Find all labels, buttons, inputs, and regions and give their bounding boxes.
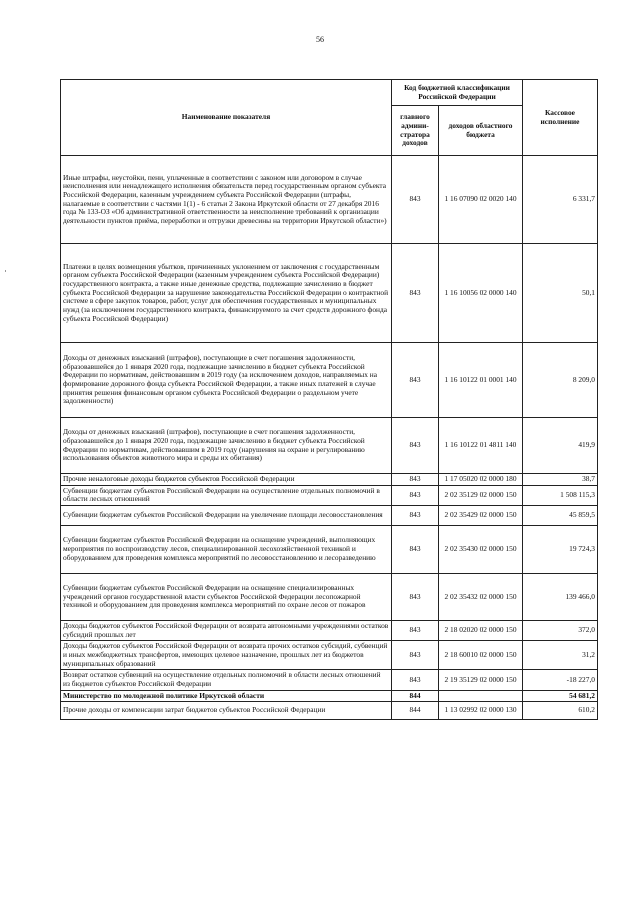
row-exec-cell: 372,0	[523, 620, 598, 640]
row-name-cell: Субвенции бюджетам субъектов Российской Федерации на оснащение специализированных учреждений органов государственной власти субъектов Российской Федерации лесопожарной техникой и оборудованием для проведения комплекса мероприятий по охране лесов от пожаров	[61, 573, 392, 620]
page-number: 56	[316, 35, 324, 44]
row-admin-cell: 844	[392, 702, 439, 720]
margin-mark	[5, 270, 6, 272]
table-row	[61, 505, 598, 525]
row-name-cell: Субвенции бюджетам субъектов Российской Федерации на увеличение площади лесовосстановления	[61, 505, 392, 525]
row-admin-cell: 844	[392, 690, 439, 702]
row-name-cell: Субвенции бюджетам субъектов Российской Федерации на оснащение учреждений, выполняющих мероприятия по воспроизводству лесов, специализированной лесохозяйственной техникой и оборудованием для проведения комплекса мероприятий по лесовосстановлению и лесоразведению	[61, 525, 392, 573]
row-exec-cell: 38,7	[523, 474, 598, 486]
row-name-cell: Доходы от денежных взысканий (штрафов), поступающие в счет погашения задолженности, образовавшейся до 1 января 2020 года, подлежащие зачислению в бюджет субъекта Российской Федерации по нормативам, действовавшим в 2019 году (нарушения на охране и регулированию использования объектов животного мира и среды их обитания)	[61, 418, 392, 474]
row-code-cell: 1 16 07090 02 0020 140	[439, 156, 523, 244]
row-code-cell: 1 17 05020 02 0000 180	[439, 474, 523, 486]
row-exec-cell: 54 681,2	[523, 690, 598, 702]
table-row	[61, 156, 598, 244]
row-exec-cell: 8 209,0	[523, 343, 598, 418]
row-code-cell: 1 16 10122 01 0001 140	[439, 343, 523, 418]
header-admin: главного админи-стратора доходов	[392, 106, 439, 156]
header-exec: Кассовое исполнение	[523, 80, 598, 156]
row-name-cell: Иные штрафы, неустойки, пени, уплаченные в соответствии с законом или договором в случае неисполнения или ненадлежащего исполнения обязательств перед государственным органом субъекта Российской Федерации, казенным учреждением субъекта Российской Федерации (штрафы, налагаемые в соответствии с частями 1(1) - 6 статьи 2 Закона Иркутской области от 27 декабря 2016 года № 133-ОЗ «Об административной ответственности за неисполнение требований к организации деятельности пунктов приёма, переработки и отгрузки древесины на территории Иркутской области»)	[61, 156, 392, 244]
row-admin-cell: 843	[392, 156, 439, 244]
row-admin-cell: 843	[392, 525, 439, 573]
row-admin-cell: 843	[392, 418, 439, 474]
header-name: Наименование показателя	[61, 80, 392, 156]
row-admin-cell: 843	[392, 620, 439, 640]
row-admin-cell: 843	[392, 244, 439, 343]
row-name-cell: Доходы бюджетов субъектов Российской Федерации от возврата прочих остатков субсидий, субвенций и иных межбюджетных трансфертов, имеющих целевое назначение, прошлых лет из бюджетов муниципальных образований	[61, 641, 392, 670]
row-code-cell: 2 02 35432 02 0000 150	[439, 573, 523, 620]
row-code-cell	[439, 690, 523, 702]
row-admin-cell: 843	[392, 641, 439, 670]
table-body	[61, 156, 598, 720]
table-row	[61, 702, 598, 720]
row-admin-cell: 843	[392, 670, 439, 690]
row-code-cell: 1 16 10056 02 0000 140	[439, 244, 523, 343]
row-code-cell: 2 02 35129 02 0000 150	[439, 485, 523, 505]
row-name-cell: Прочие доходы от компенсации затрат бюджетов субъектов Российской Федерации	[61, 702, 392, 720]
row-code-cell: 2 02 35429 02 0000 150	[439, 505, 523, 525]
row-code-cell: 1 16 10122 01 4811 140	[439, 418, 523, 474]
table-row	[61, 485, 598, 505]
row-exec-cell: 610,2	[523, 702, 598, 720]
table-row	[61, 690, 598, 702]
header-code-group: Код бюджетной классификации Российской Федерации	[392, 80, 523, 106]
row-exec-cell: -18 227,0	[523, 670, 598, 690]
row-name-cell: Доходы от денежных взысканий (штрафов), поступающие в счет погашения задолженности, образовавшейся до 1 января 2020 года, подлежащие зачислению в бюджет субъекта Российской Федерации по нормативам, действовавшим в 2019 году (за исключением доходов, направляемых на формирование дорожного фонда субъекта Российской Федерации, а также иных платежей в случае принятия решения финансовым органом субъекта Российской Федерации о раздельном учете задолженности)	[61, 343, 392, 418]
table-row	[61, 573, 598, 620]
row-admin-cell: 843	[392, 474, 439, 486]
header-income: доходов областного бюджета	[439, 106, 523, 156]
table-row	[61, 670, 598, 690]
table-row	[61, 343, 598, 418]
row-name-cell: Субвенции бюджетам субъектов Российской Федерации на осуществление отдельных полномочий в области лесных отношений	[61, 485, 392, 505]
row-code-cell: 2 19 35129 02 0000 150	[439, 670, 523, 690]
table-row	[61, 244, 598, 343]
row-code-cell: 2 02 35430 02 0000 150	[439, 525, 523, 573]
table-row	[61, 474, 598, 486]
table-row	[61, 620, 598, 640]
row-admin-cell: 843	[392, 485, 439, 505]
row-exec-cell: 6 331,7	[523, 156, 598, 244]
row-name-cell: Министерство по молодежной политике Иркутской области	[61, 690, 392, 702]
row-code-cell: 2 18 02020 02 0000 150	[439, 620, 523, 640]
row-exec-cell: 139 466,0	[523, 573, 598, 620]
row-name-cell: Возврат остатков субвенций на осуществление отдельных полномочий в области лесных отношений из бюджетов субъектов Российской Федерации	[61, 670, 392, 690]
row-admin-cell: 843	[392, 573, 439, 620]
row-exec-cell: 19 724,3	[523, 525, 598, 573]
table-row	[61, 525, 598, 573]
row-name-cell: Прочие неналоговые доходы бюджетов субъектов Российской Федерации	[61, 474, 392, 486]
row-code-cell: 2 18 60010 02 0000 150	[439, 641, 523, 670]
table-row	[61, 418, 598, 474]
row-admin-cell: 843	[392, 343, 439, 418]
row-admin-cell: 843	[392, 505, 439, 525]
row-exec-cell: 1 508 115,3	[523, 485, 598, 505]
row-exec-cell: 50,1	[523, 244, 598, 343]
table-row	[61, 641, 598, 670]
row-name-cell: Платежи в целях возмещения убытков, причиненных уклонением от заключения с государственным органом субъекта Российской Федерации (казенным учреждением субъекта Российской Федерации) государственного контракта, а также иные денежные средства, подлежащие зачислению в бюджет субъекта Российской Федерации за нарушение законодательства Российской Федерации о контрактной системе в сфере закупок товаров, работ, услуг для обеспечения государственных и муниципальных нужд (за исключением государственного контракта, финансируемого за счет средств дорожного фонда субъекта Российской Федерации)	[61, 244, 392, 343]
row-exec-cell: 419,9	[523, 418, 598, 474]
budget-table	[60, 79, 598, 720]
row-code-cell: 1 13 02992 02 0000 130	[439, 702, 523, 720]
row-exec-cell: 45 859,5	[523, 505, 598, 525]
row-name-cell: Доходы бюджетов субъектов Российской Федерации от возврата автономными учреждениями остатков субсидий прошлых лет	[61, 620, 392, 640]
row-exec-cell: 31,2	[523, 641, 598, 670]
